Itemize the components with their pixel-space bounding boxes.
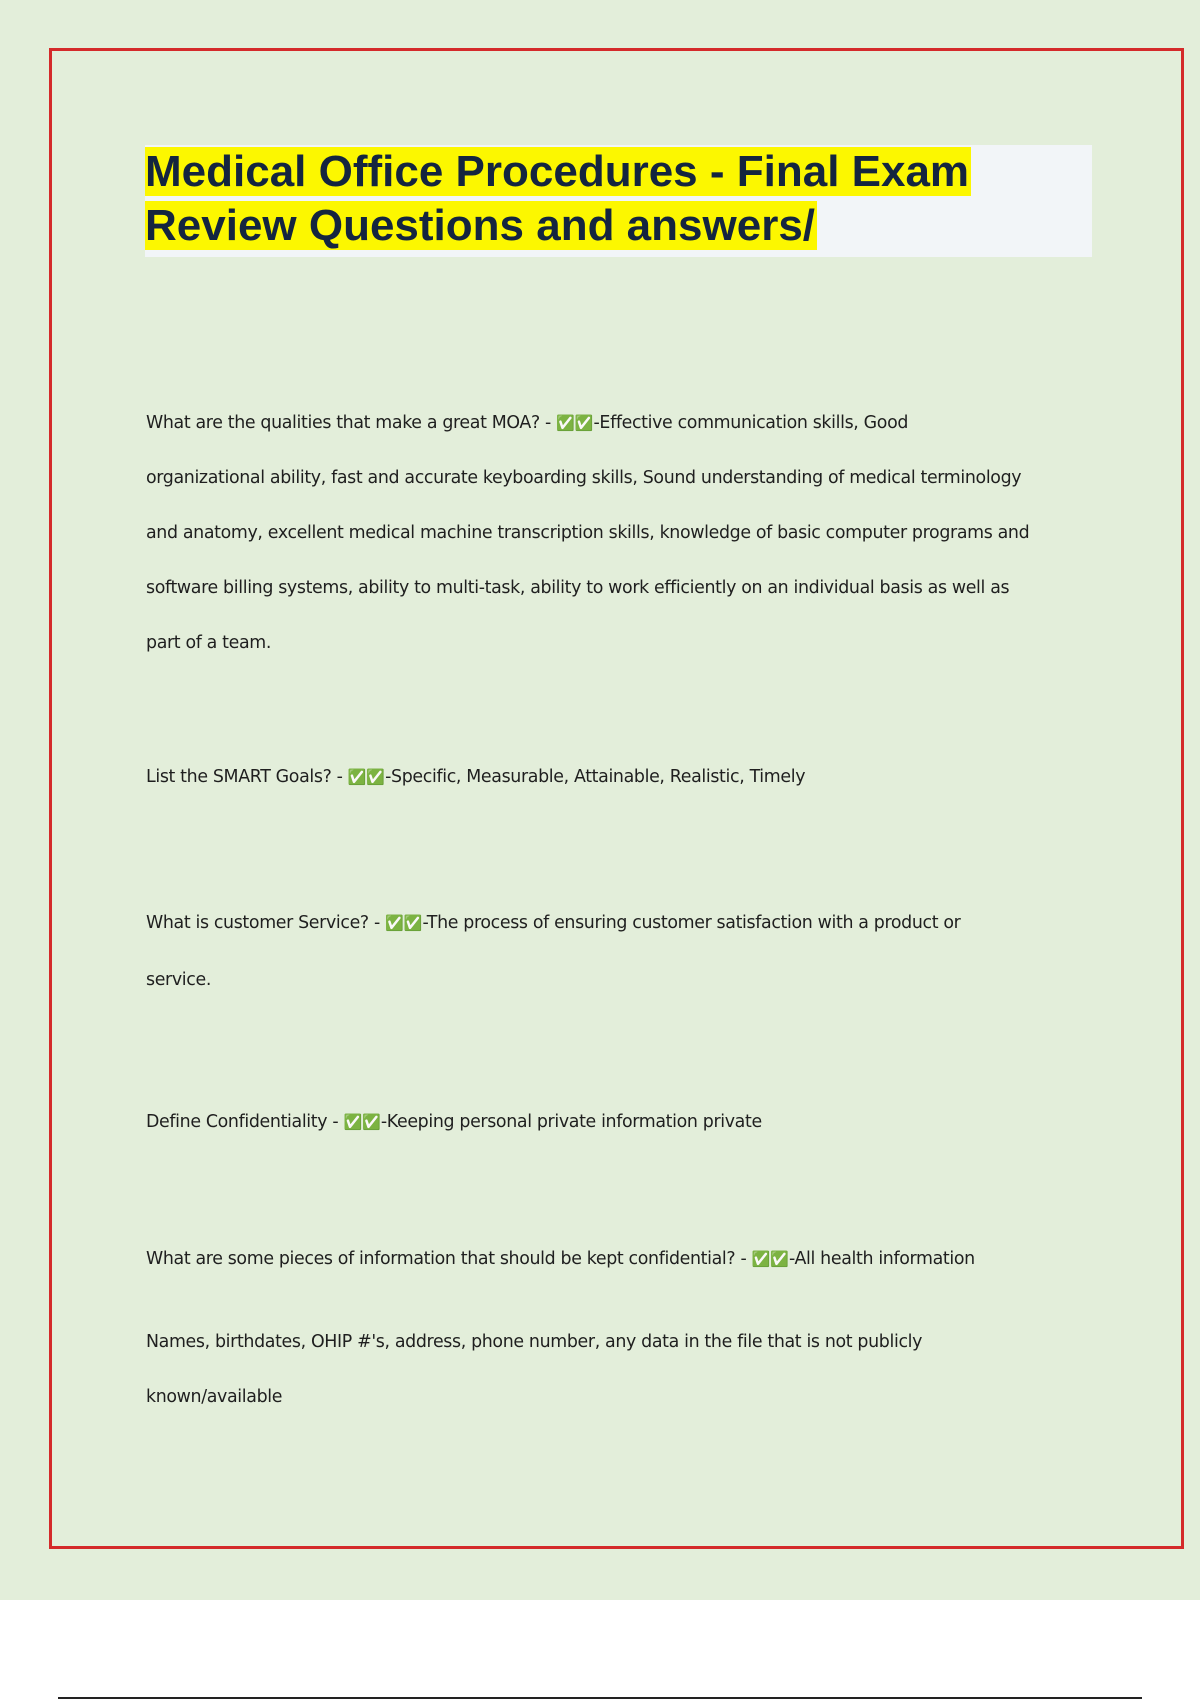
check-mark-icon: ✅✅ <box>343 1113 381 1131</box>
qa-entry-smart-goals <box>146 760 1106 794</box>
answer-text: part of a team. <box>146 633 272 653</box>
check-mark-icon: ✅✅ <box>385 914 423 932</box>
check-mark-icon: ✅✅ <box>751 1250 789 1268</box>
answer-text: -The process of ensuring customer satisfaction with a product or <box>422 913 961 933</box>
qa-entry-confidential-info-continued <box>146 1315 1106 1425</box>
title-line-1: Medical Office Procedures - Final Exam <box>145 147 970 196</box>
answer-text: software billing systems, ability to multi-task, ability to work efficiently on an individual basis as well as <box>146 578 1010 598</box>
footer-divider <box>58 1697 1142 1699</box>
title-block <box>145 145 1092 257</box>
answer-text: -Keeping personal private information private <box>380 1112 762 1132</box>
answer-text: -All health information <box>788 1249 975 1269</box>
qa-entry-confidentiality <box>146 1105 1106 1139</box>
question-text: List the SMART Goals? - <box>146 767 343 787</box>
answer-text: organizational ability, fast and accurate keyboarding skills, Sound understanding of medical terminology <box>146 468 1022 488</box>
qa-entry-confidential-info <box>146 1242 1106 1276</box>
title-line-2: Review Questions and answers/ <box>145 201 816 250</box>
question-text: What are some pieces of information that should be kept confidential? - <box>146 1249 747 1269</box>
check-mark-icon: ✅✅ <box>556 414 594 432</box>
qa-entry-moa-qualities <box>146 396 1106 671</box>
answer-text: Names, birthdates, OHIP #'s, address, phone number, any data in the file that is not publicly <box>146 1332 923 1352</box>
question-text: What is customer Service? - <box>146 913 380 933</box>
document-title <box>145 145 1092 253</box>
answer-text: -Effective communication skills, Good <box>593 413 909 433</box>
answer-text: service. <box>146 970 212 990</box>
qa-entry-customer-service <box>146 895 1106 1009</box>
answer-text: and anatomy, excellent medical machine transcription skills, knowledge of basic computer programs and <box>146 523 1030 543</box>
question-text: What are the qualities that make a great MOA? - <box>146 413 551 433</box>
question-text: Define Confidentiality - <box>146 1112 339 1132</box>
check-mark-icon: ✅✅ <box>347 768 386 786</box>
answer-text: -Specific, Measurable, Attainable, Realistic, Timely <box>385 767 806 787</box>
answer-text: known/available <box>146 1387 283 1407</box>
